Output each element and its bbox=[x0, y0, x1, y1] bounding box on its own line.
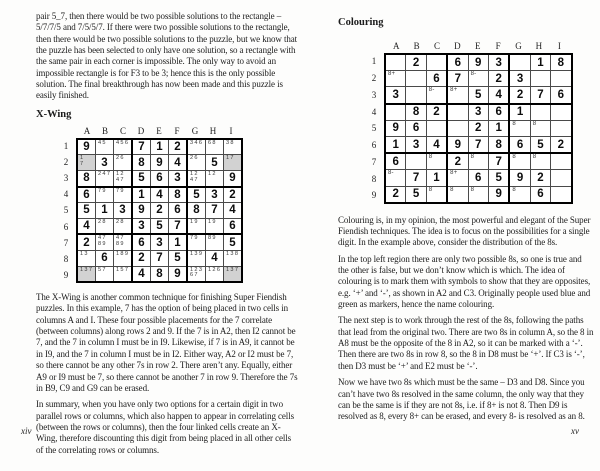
sudoku-cell bbox=[468, 153, 488, 170]
column-label: I bbox=[229, 125, 233, 136]
row-label: 8 bbox=[63, 253, 69, 264]
sudoku-cell bbox=[187, 250, 206, 266]
row-label: 7 bbox=[63, 237, 69, 248]
pencil-marks: 26 bbox=[190, 155, 199, 162]
sudoku-cell bbox=[385, 104, 406, 121]
sudoku-cell bbox=[187, 234, 206, 250]
sudoku-cell: 8 bbox=[169, 187, 188, 203]
sudoku-row bbox=[385, 120, 572, 136]
sudoku-cell bbox=[96, 234, 114, 250]
sudoku-cell: 3 bbox=[385, 87, 406, 104]
page-number-left: xiv bbox=[21, 426, 32, 436]
sudoku-cell: 7 bbox=[169, 218, 188, 234]
pencil-marks: 137 bbox=[226, 266, 240, 273]
row-label: 4 bbox=[63, 189, 69, 200]
pencil-marks: 8- bbox=[470, 71, 477, 78]
pencil-marks: 28 bbox=[116, 218, 125, 225]
pencil-marks: 8 bbox=[512, 120, 516, 127]
row-labels bbox=[368, 53, 380, 204]
pencil-marks: 28 bbox=[98, 218, 107, 225]
pencil-marks: 189 bbox=[116, 250, 130, 257]
sudoku-cell: 6 bbox=[385, 153, 406, 170]
sudoku-cell: 6 bbox=[132, 234, 151, 250]
sudoku-row bbox=[385, 136, 572, 153]
sudoku-cell: 6 bbox=[77, 187, 96, 203]
sudoku-cell bbox=[509, 186, 530, 203]
sudoku-row bbox=[77, 250, 242, 266]
sudoku-row bbox=[77, 155, 242, 171]
column-label: D bbox=[454, 41, 461, 51]
sudoku-cell: 7 bbox=[447, 71, 468, 87]
sudoku-cell: 5 bbox=[488, 170, 509, 186]
column-label: I bbox=[557, 41, 561, 51]
column-labels bbox=[386, 41, 594, 51]
sudoku-cell: 4 bbox=[224, 203, 243, 219]
pencil-marks: 346 bbox=[190, 139, 204, 146]
sudoku-cell bbox=[551, 153, 572, 170]
sudoku-cell: 6 bbox=[551, 87, 572, 104]
sudoku-cell bbox=[426, 54, 447, 71]
pencil-marks: 8 bbox=[470, 154, 475, 161]
sudoku-cell bbox=[509, 120, 530, 136]
row-label: 7 bbox=[371, 156, 377, 167]
sudoku-cell: 9 bbox=[132, 203, 151, 219]
sudoku-cell: 9 bbox=[151, 155, 169, 171]
sudoku-cell: 8 bbox=[77, 170, 96, 186]
sudoku-cell: 3 bbox=[406, 136, 426, 153]
sudoku-cell bbox=[114, 139, 133, 155]
sudoku-cell bbox=[551, 104, 572, 121]
sudoku-cell bbox=[530, 71, 550, 87]
sudoku-cell bbox=[509, 153, 530, 170]
sudoku-cell: 3 bbox=[96, 155, 114, 171]
sudoku-cell: 5 bbox=[530, 136, 550, 153]
pencil-marks: 137 bbox=[80, 266, 94, 273]
sudoku-cell bbox=[96, 139, 114, 155]
pencil-marks: 12 47 bbox=[116, 170, 125, 183]
xwing-paragraph-2: In summary, when you have only two options for a certain digit in two parallel rows or columns, which also happen to appear in correlating cells (between the rows or columns), then the four linked cells create an X-Wing, therefore discounting this digit from being placed in all other cells of the correlating rows or columns. bbox=[36, 399, 295, 455]
sudoku-cell bbox=[114, 155, 133, 171]
pencil-marks: 8 bbox=[470, 186, 475, 193]
column-label: G bbox=[515, 41, 522, 51]
sudoku-cell: 5 bbox=[132, 170, 151, 186]
pencil-marks: 126 bbox=[208, 266, 222, 273]
sudoku-cell bbox=[96, 266, 114, 282]
pencil-marks: 8 bbox=[512, 186, 516, 193]
section-heading-xwing: X-Wing bbox=[36, 108, 72, 120]
row-label: 3 bbox=[63, 173, 69, 184]
pencil-marks: 8 bbox=[512, 154, 516, 161]
sudoku-cell: 8 bbox=[132, 155, 151, 171]
sudoku-row bbox=[77, 187, 242, 203]
sudoku-cell: 5 bbox=[187, 187, 206, 203]
pencil-marks: 8 bbox=[532, 120, 537, 127]
sudoku-cell: 2 bbox=[488, 71, 509, 87]
sudoku-cell: 3 bbox=[114, 203, 133, 219]
sudoku-cell: 8 bbox=[406, 104, 426, 121]
row-label: 2 bbox=[63, 156, 69, 167]
sudoku-cell bbox=[206, 170, 224, 186]
sudoku-cell: 7 bbox=[488, 153, 509, 170]
sudoku-row bbox=[385, 87, 572, 104]
intro-paragraph: pair 5_7, then there would be two possible solutions to the rectangle – 5/7/7/5 and 7/5/5/7. If there were two possible solutions to the rectangle, then there would be two possible solutions to the puzzle, but we know that the puzzle has been selected to only have one solution, so a rectangle with the same pair in each corner is impossible. The only way to avoid an impossible rectangle is for F3 to be 3; hence this is the only possible solution. The final breakthrough has now been made and this puzzle is easily finished. bbox=[36, 11, 298, 101]
sudoku-row bbox=[385, 71, 572, 87]
column-label: B bbox=[413, 41, 420, 51]
pencil-marks: 47 89 bbox=[116, 235, 125, 248]
pencil-marks: 123 67 bbox=[190, 266, 204, 279]
sudoku-cell: 4 bbox=[132, 266, 151, 282]
pencil-marks: 8+ bbox=[388, 71, 396, 78]
sudoku-cell: 4 bbox=[77, 218, 96, 234]
sudoku-cell bbox=[114, 187, 133, 203]
pencil-marks: 8- bbox=[388, 170, 394, 177]
sudoku-cell: 9 bbox=[224, 170, 243, 186]
sudoku-cell: 3 bbox=[132, 218, 151, 234]
row-label: 5 bbox=[371, 123, 377, 134]
pencil-marks: 8- bbox=[428, 87, 435, 94]
pencil-marks: 247 bbox=[98, 170, 112, 177]
sudoku-cell: 9 bbox=[509, 170, 530, 186]
sudoku-cell: 3 bbox=[151, 234, 169, 250]
sudoku-cell bbox=[406, 153, 426, 170]
sudoku-cell bbox=[114, 250, 133, 266]
sudoku-cell bbox=[206, 218, 224, 234]
pencil-marks: 38 bbox=[226, 139, 235, 146]
sudoku-cell: 1 bbox=[385, 136, 406, 153]
grid-body bbox=[60, 138, 299, 283]
row-label: 9 bbox=[63, 270, 69, 281]
sudoku-row bbox=[77, 203, 242, 219]
sudoku-cell bbox=[447, 170, 468, 186]
left-page bbox=[36, 0, 299, 471]
sudoku-cell bbox=[206, 234, 224, 250]
sudoku-row bbox=[77, 234, 242, 250]
sudoku-cell: 2 bbox=[132, 250, 151, 266]
pencil-marks: 139 bbox=[190, 250, 204, 257]
sudoku-cell bbox=[385, 170, 406, 186]
section-heading-colouring: Colouring bbox=[338, 17, 384, 28]
column-label: C bbox=[433, 41, 440, 51]
sudoku-cell: 3 bbox=[169, 170, 188, 186]
sudoku-table bbox=[76, 138, 243, 283]
sudoku-cell: 1 bbox=[426, 170, 447, 186]
sudoku-cell: 1 bbox=[509, 104, 530, 121]
sudoku-cell: 8 bbox=[551, 54, 572, 71]
sudoku-cell bbox=[206, 139, 224, 155]
sudoku-cell: 4 bbox=[169, 155, 188, 171]
sudoku-cell: 2 bbox=[551, 136, 572, 153]
sudoku-cell: 4 bbox=[488, 87, 509, 104]
sudoku-cell bbox=[447, 104, 468, 121]
sudoku-cell: 5 bbox=[468, 87, 488, 104]
sudoku-cell bbox=[96, 218, 114, 234]
sudoku-cell: 2 bbox=[406, 54, 426, 71]
sudoku-cell bbox=[187, 170, 206, 186]
sudoku-cell: 2 bbox=[447, 153, 468, 170]
column-label: F bbox=[495, 41, 501, 51]
pencil-marks: 89 bbox=[208, 235, 217, 242]
sudoku-row bbox=[385, 54, 572, 71]
sudoku-cell bbox=[447, 120, 468, 136]
row-labels bbox=[60, 138, 72, 283]
sudoku-cell: 6 bbox=[468, 170, 488, 186]
sudoku-cell bbox=[187, 218, 206, 234]
sudoku-cell bbox=[224, 266, 243, 282]
sudoku-cell bbox=[551, 170, 572, 186]
sudoku-cell: 9 bbox=[468, 54, 488, 71]
sudoku-cell: 6 bbox=[406, 120, 426, 136]
sudoku-cell: 5 bbox=[406, 186, 426, 203]
sudoku-row bbox=[385, 170, 572, 186]
sudoku-cell: 9 bbox=[77, 139, 96, 155]
sudoku-cell: 9 bbox=[447, 136, 468, 153]
sudoku-cell: 2 bbox=[77, 234, 96, 250]
sudoku-cell: 5 bbox=[206, 155, 224, 171]
column-label: G bbox=[191, 125, 199, 136]
sudoku-cell: 7 bbox=[530, 87, 550, 104]
sudoku-cell: 1 bbox=[169, 234, 188, 250]
sudoku-cell bbox=[406, 87, 426, 104]
sudoku-cell bbox=[426, 120, 447, 136]
sudoku-table bbox=[384, 53, 573, 204]
sudoku-cell bbox=[96, 170, 114, 186]
sudoku-cell: 5 bbox=[224, 234, 243, 250]
column-label: F bbox=[174, 125, 180, 136]
sudoku-row bbox=[385, 153, 572, 170]
sudoku-cell: 3 bbox=[468, 104, 488, 121]
sudoku-cell: 6 bbox=[488, 104, 509, 121]
sudoku-row bbox=[77, 266, 242, 282]
pencil-marks: 79 bbox=[190, 235, 199, 242]
sudoku-cell bbox=[530, 120, 550, 136]
row-label: 4 bbox=[371, 106, 377, 117]
row-label: 5 bbox=[63, 205, 69, 216]
column-labels bbox=[78, 126, 299, 136]
sudoku-cell: 6 bbox=[509, 136, 530, 153]
pencil-marks: 19 bbox=[208, 218, 217, 225]
pencil-marks: 8+ bbox=[450, 170, 458, 177]
sudoku-cell: 6 bbox=[169, 203, 188, 219]
pencil-marks: 17 bbox=[226, 155, 235, 162]
sudoku-cell bbox=[551, 71, 572, 87]
pencil-marks: 19 bbox=[190, 218, 199, 225]
sudoku-cell: 2 bbox=[530, 170, 550, 186]
pencil-marks: 8 bbox=[428, 154, 433, 161]
column-label: E bbox=[475, 41, 481, 51]
sudoku-cell bbox=[224, 155, 243, 171]
row-label: 9 bbox=[371, 190, 377, 201]
sudoku-cell: 2 bbox=[426, 104, 447, 121]
sudoku-cell: 7 bbox=[132, 139, 151, 155]
colouring-paragraph-3: The next step is to work through the rest of the 8s, following the paths that lead from the original two. There are two 8s in column A, so the 8 in A8 must be the opposite of the 8 in A2, so it can be marked with a ‘-’. Then there are two 8s in row 8, so the 8 in D8 must be ‘+’. If C3 is ‘-’, then D3 must be ‘+’ and E2 must be ‘-’. bbox=[338, 315, 594, 371]
sudoku-cell: 6 bbox=[96, 250, 114, 266]
right-page bbox=[338, 0, 594, 471]
sudoku-cell: 4 bbox=[151, 187, 169, 203]
column-label: H bbox=[535, 41, 543, 51]
sudoku-cell: 3 bbox=[509, 71, 530, 87]
sudoku-cell: 5 bbox=[151, 218, 169, 234]
sudoku-cell bbox=[530, 153, 550, 170]
sudoku-cell: 6 bbox=[530, 186, 550, 203]
sudoku-cell bbox=[530, 104, 550, 121]
column-label: C bbox=[119, 125, 126, 136]
sudoku-cell bbox=[426, 153, 447, 170]
xwing-paragraph-1: The X-Wing is another common technique for finishing Super Fiendish puzzles. In this example, 7 has the option of being placed in two cells in columns A and I. These four possible placements for the 7 correlate (between columns) along rows 2 and 9. If the 7 is in A2, then I2 cannot be 7, and the 7 in column I must be in I9. Likewise, if 7 is in A9, it cannot be in I9, and the 7 in column I must be in I2. Either way, A2 or I2 must be 7, so there cannot be any other 7s in row 2. There aren’t any. Equally, either A9 or I9 must be 7, so there cannot be another 7 in row 9. Therefore the 7s in B9, C9 and G9 can be erased. bbox=[36, 292, 298, 393]
sudoku-cell: 1 bbox=[151, 139, 169, 155]
sudoku-cell: 3 bbox=[488, 54, 509, 71]
sudoku-cell: 1 bbox=[96, 203, 114, 219]
sudoku-cell bbox=[224, 139, 243, 155]
column-label: A bbox=[392, 41, 400, 51]
sudoku-row bbox=[77, 218, 242, 234]
sudoku-cell bbox=[114, 234, 133, 250]
pencil-marks: 26 bbox=[116, 155, 125, 162]
sudoku-cell: 1 bbox=[488, 120, 509, 136]
sudoku-cell: 2 bbox=[151, 203, 169, 219]
sudoku-cell bbox=[447, 87, 468, 104]
sudoku-cell bbox=[77, 250, 96, 266]
sudoku-cell: 2 bbox=[509, 87, 530, 104]
column-label: E bbox=[156, 125, 162, 136]
sudoku-cell: 5 bbox=[169, 250, 188, 266]
sudoku-row bbox=[77, 139, 242, 155]
sudoku-cell bbox=[96, 187, 114, 203]
sudoku-cell bbox=[187, 139, 206, 155]
pencil-marks: 8 bbox=[450, 186, 454, 193]
page-number-right: xv bbox=[571, 426, 579, 436]
sudoku-cell bbox=[551, 186, 572, 203]
sudoku-cell: 8 bbox=[488, 136, 509, 153]
row-label: 2 bbox=[371, 73, 377, 84]
sudoku-cell bbox=[509, 54, 530, 71]
pencil-marks: 45 bbox=[98, 139, 107, 146]
sudoku-row bbox=[77, 170, 242, 186]
sudoku-cell bbox=[77, 266, 96, 282]
row-label: 8 bbox=[371, 173, 377, 184]
sudoku-cell: 2 bbox=[385, 186, 406, 203]
colouring-sudoku-grid bbox=[368, 41, 594, 204]
pencil-marks: 68 bbox=[208, 139, 217, 146]
sudoku-cell bbox=[77, 155, 96, 171]
sudoku-cell bbox=[551, 120, 572, 136]
column-label: D bbox=[137, 125, 145, 136]
sudoku-cell bbox=[468, 71, 488, 87]
sudoku-cell bbox=[206, 266, 224, 282]
sudoku-cell: 2 bbox=[468, 120, 488, 136]
pencil-marks: 138 bbox=[226, 250, 240, 257]
sudoku-row bbox=[385, 104, 572, 121]
pencil-marks: 8 bbox=[428, 186, 433, 193]
sudoku-cell bbox=[187, 155, 206, 171]
sudoku-cell: 4 bbox=[206, 250, 224, 266]
sudoku-cell bbox=[224, 250, 243, 266]
pencil-marks: 57 bbox=[98, 266, 107, 273]
sudoku-cell: 1 bbox=[530, 54, 550, 71]
sudoku-cell: 7 bbox=[468, 136, 488, 153]
sudoku-cell: 7 bbox=[151, 250, 169, 266]
sudoku-cell: 2 bbox=[224, 187, 243, 203]
pencil-marks: 8+ bbox=[450, 87, 458, 94]
sudoku-cell bbox=[114, 266, 133, 282]
sudoku-cell bbox=[426, 186, 447, 203]
sudoku-cell: 1 bbox=[132, 187, 151, 203]
sudoku-cell: 3 bbox=[206, 187, 224, 203]
sudoku-cell bbox=[468, 186, 488, 203]
sudoku-cell: 7 bbox=[206, 203, 224, 219]
colouring-paragraph-1: Colouring is, in my opinion, the most powerful and elegant of the Super Fiendish techniques. The idea is to focus on the possibilities for a single digit. In the example above, consider the distribution of the 8s. bbox=[338, 214, 591, 248]
grid-body bbox=[368, 53, 594, 204]
sudoku-cell bbox=[385, 54, 406, 71]
sudoku-cell bbox=[114, 170, 133, 186]
sudoku-cell: 4 bbox=[426, 136, 447, 153]
row-label: 6 bbox=[63, 221, 69, 232]
pencil-marks: 12 47 bbox=[190, 170, 199, 183]
column-label: H bbox=[209, 125, 217, 136]
pencil-marks: 79 bbox=[116, 187, 125, 194]
pencil-marks: 157 bbox=[116, 266, 130, 273]
row-label: 1 bbox=[63, 140, 69, 151]
row-label: 6 bbox=[371, 140, 377, 151]
xwing-sudoku-grid bbox=[60, 126, 299, 283]
row-label: 3 bbox=[371, 89, 377, 100]
row-label: 1 bbox=[371, 56, 377, 67]
sudoku-cell: 6 bbox=[151, 170, 169, 186]
pencil-marks: 47 89 bbox=[98, 235, 107, 248]
sudoku-cell: 9 bbox=[488, 186, 509, 203]
sudoku-cell bbox=[447, 186, 468, 203]
sudoku-cell: 9 bbox=[385, 120, 406, 136]
pencil-marks: 8 bbox=[532, 154, 537, 161]
sudoku-cell: 5 bbox=[77, 203, 96, 219]
pencil-marks: 12 bbox=[208, 170, 217, 177]
column-label: B bbox=[101, 125, 108, 136]
sudoku-cell: 6 bbox=[447, 54, 468, 71]
pencil-marks: 456 bbox=[116, 139, 130, 146]
sudoku-cell: 6 bbox=[224, 218, 243, 234]
sudoku-cell bbox=[406, 71, 426, 87]
pencil-marks: 1 7 bbox=[80, 155, 85, 168]
sudoku-cell: 8 bbox=[187, 203, 206, 219]
sudoku-row bbox=[385, 186, 572, 203]
sudoku-cell bbox=[426, 87, 447, 104]
colouring-paragraph-2: In the top left region there are only two possible 8s, so one is true and the other is false, but we don’t know which is which. The idea of colouring is to mark them with symbols to show that they are opposites, e.g. ‘+’ and ‘-’, as shown in A2 and C3. Originally people used blue and green as markers, hence the name colouring. bbox=[338, 253, 591, 310]
sudoku-cell: 2 bbox=[169, 139, 188, 155]
sudoku-cell bbox=[385, 71, 406, 87]
colouring-paragraph-4: Now we have two 8s which must be the same – D3 and D8. Since you can’t have two 8s resolved in the same column, the only way that they can be the same is if they are not 8s, i.e. if 8+ is not 8. Then D9 is resolved as 8, every 8+ can be erased, and every 8- is resolved as an 8. bbox=[338, 377, 585, 422]
sudoku-cell: 7 bbox=[406, 170, 426, 186]
sudoku-cell: 8 bbox=[151, 266, 169, 282]
pencil-marks: 13 bbox=[80, 250, 89, 257]
sudoku-cell: 6 bbox=[426, 71, 447, 87]
sudoku-cell: 9 bbox=[169, 266, 188, 282]
pencil-marks: 79 bbox=[98, 187, 107, 194]
sudoku-cell bbox=[187, 266, 206, 282]
sudoku-cell bbox=[114, 218, 133, 234]
column-label: A bbox=[83, 125, 91, 136]
